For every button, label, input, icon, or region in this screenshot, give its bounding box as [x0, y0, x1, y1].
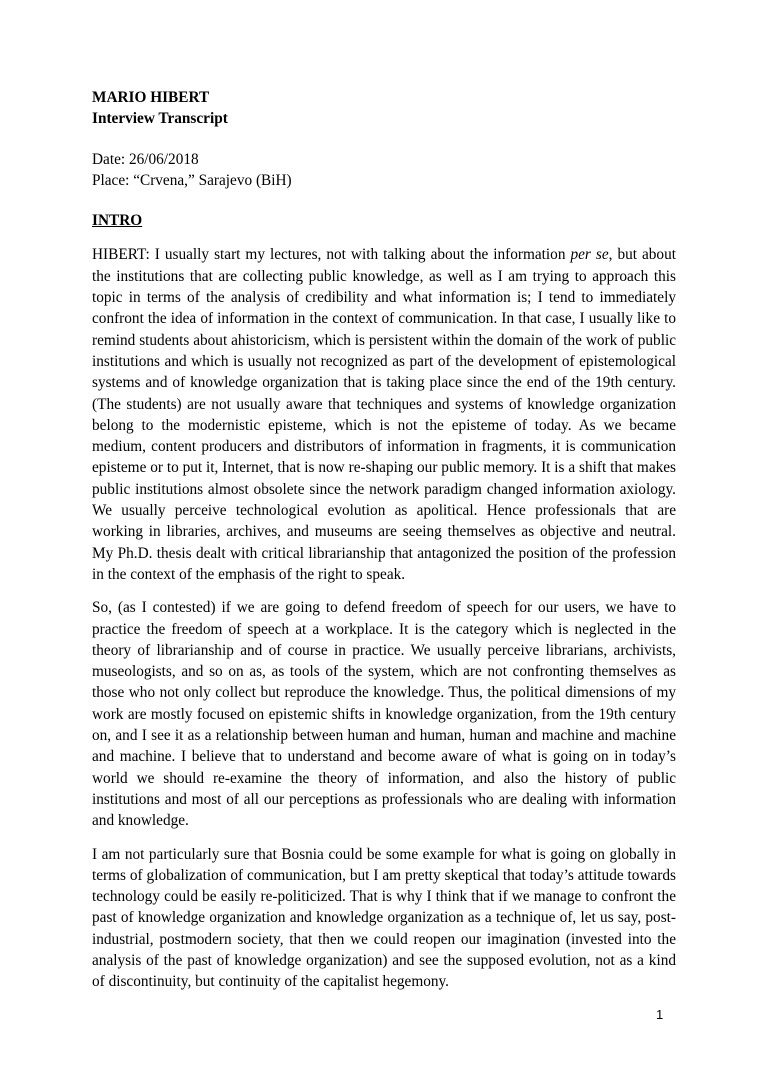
document-body: [92, 87, 676, 993]
paragraph-1: [92, 244, 676, 585]
paragraph-3: I am not particularly sure that Bosnia could be some example for what is going on globally in terms of globalization of communication, but I am pretty skeptical that today’s attitude towards technology could be easily re-politicized. That is why I think that if we manage to confront the past of knowledge organization and knowledge organization as a technique of, let us say, post-industrial, postmodern society, that then we could reopen our imagination (invested into the analysis of the past of knowledge organization) and see the supposed evolution, not as a kind of discontinuity, but continuity of the capitalist hegemony.: [92, 845, 676, 991]
document-type: Interview Transcript: [92, 110, 228, 128]
section-heading-intro: INTRO: [92, 212, 143, 230]
interview-metadata: [92, 149, 676, 192]
paragraph-1-text-end: , but about the institutions that are collecting public knowledge, as well as I am trying to approach this topic in terms of the analysis of credibility and what information is; I tend to immediately confront the idea of information in the context of communication. In that case, I usually like to remind students about ahistoricism, which is persistent within the domain of the work of public institutions and which is usually not recognized as part of the development of epistemological systems and of knowledge organization that is taking place since the end of the 19th century. (The students) are not usually aware that techniques and systems of knowledge organization belong to the modernistic episteme, which is not the episteme of today. As we became medium, content producers and distributors of information in fragments, it is communication episteme or to put it, Internet, that is now re-shaping our public memory. It is a shift that makes public institutions almost obsolete since the network paradigm changed information axiology. We usually perceive technological evolution as apolitical. Hence professionals that are working in libraries, archives, and museums are seeing themselves as objective and neutral. My Ph.D. thesis dealt with critical librarianship that antagonized the position of the profession in the context of the emphasis of the right to speak.: [92, 246, 676, 583]
document-header: [92, 87, 676, 130]
place-line: Place: “Crvena,” Sarajevo (BiH): [92, 171, 292, 189]
author-name: MARIO HIBERT: [92, 89, 210, 106]
paragraph-1-italic-term: per se: [570, 246, 609, 264]
date-line: Date: 26/06/2018: [92, 150, 199, 168]
paragraph-2: So, (as I contested) if we are going to defend freedom of speech for our users, we have to practice the freedom of speech at a workplace. It is the category which is neglected in the theory of librarianship and of course in practice. We usually perceive librarians, archivists, museologists, and so on as, as tools of the system, which are not confronting themselves as those who not only collect but reproduce the knowledge. Thus, the political dimensions of my work are mostly focused on epistemic shifts in knowledge organization, from the 19th century on, and I see it as a relationship between human and human, human and machine and machine and machine. I believe that to understand and become aware of what is going on in today’s world we should re-examine the theory of information, and also the history of public institutions and most of all our perceptions as professionals who are dealing with information and knowledge.: [92, 599, 676, 830]
paragraph-1-text-start: HIBERT: I usually start my lectures, not with talking about the information: [92, 246, 571, 264]
page-number: 1: [656, 1007, 664, 1022]
